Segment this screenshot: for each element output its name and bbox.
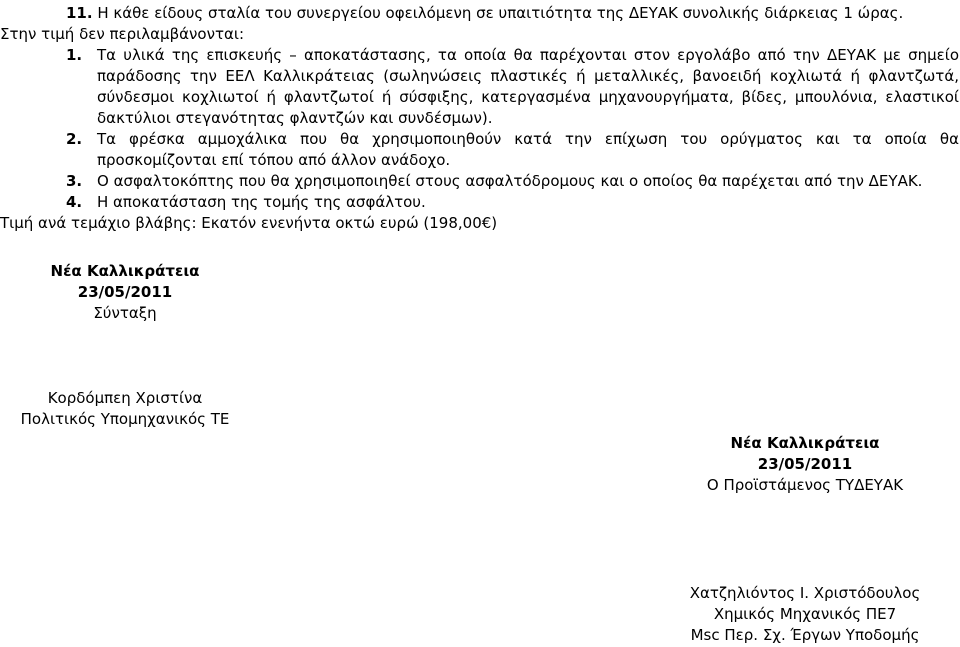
item-text: Η κάθε είδους σταλία του συνεργείου οφειλόμενη σε υπαιτιότητα της ΔΕΥΑΚ συνολικής διάρκειας 1 ώρας. [97, 4, 904, 22]
right-name: Χατζηλιόντος Ι. Χριστόδουλος [689, 584, 921, 602]
unit-price: Τιμή ανά τεμάχιο βλάβης: Εκατόν ενενήντα οκτώ ευρώ (198,00€) [0, 214, 498, 232]
exclusions-header: Στην τιμή δεν περιλαμβάνονται: [0, 25, 245, 43]
exclusion-1-line-1: Τα υλικά της επισκευής – αποκατάστασης, τα οποία θα παρέχονται στον εργολάβο από την ΔΕΥΑΚ με σημείο [97, 46, 959, 64]
right-place: Νέα Καλλικράτεια [730, 434, 880, 452]
exclusion-2-line-1: Τα φρέσκα αμμοχάλικα που θα χρησιμοποιηθούν κατά την επίχωση του ορύγματος και τα οποία θα [97, 130, 959, 148]
item-number: 11. [66, 4, 93, 22]
exclusion-1-line-4: δακτύλιοι στεγανότητας φλαντζών και συνδέσμων). [97, 109, 493, 127]
item-11 [66, 3, 903, 24]
exclusion-2-number: 2. [66, 130, 83, 148]
left-name: Κορδόμπεη Χριστίνα [47, 389, 203, 407]
exclusion-3-number: 3. [66, 172, 83, 190]
exclusion-1-number: 1. [66, 46, 83, 64]
left-date: 23/05/2011 [77, 283, 173, 301]
right-title: Χημικός Μηχανικός ΠΕ7 [713, 605, 897, 623]
exclusion-1-line-2: παράδοσης την ΕΕΛ Καλλικράτειας (σωληνώσεις πλαστικές ή μεταλλικές, βανοειδή κοχλιωτά ή φλαντζωτά, [97, 67, 959, 85]
exclusion-4-number: 4. [66, 193, 83, 211]
left-title: Πολιτικός Υπομηχανικός ΤΕ [20, 410, 230, 428]
exclusion-3-text: Ο ασφαλτοκόπτης που θα χρησιμοποιηθεί στους ασφαλτόδρομους και ο οποίος θα παρέχεται από την ΔΕΥΑΚ. [97, 172, 923, 190]
left-role: Σύνταξη [93, 304, 157, 322]
right-title-2: Msc Περ. Σχ. Έργων Υποδομής [690, 626, 920, 644]
right-role: Ο Προϊστάμενος ΤΥΔΕΥΑΚ [706, 476, 904, 494]
exclusion-4-text: Η αποκατάσταση της τομής της ασφάλτου. [97, 193, 426, 211]
left-place: Νέα Καλλικράτεια [50, 262, 200, 280]
exclusion-2-line-2: προσκομίζονται επί τόπου από άλλον ανάδοχο. [97, 151, 451, 169]
right-date: 23/05/2011 [757, 455, 853, 473]
exclusion-1-line-3: σύνδεσμοι κοχλιωτοί ή φλαντζωτοί ή σύσφιξης, κατεργασμένα μηχανουργήματα, βίδες, μπουλόνια, ελαστικοί [97, 88, 959, 106]
